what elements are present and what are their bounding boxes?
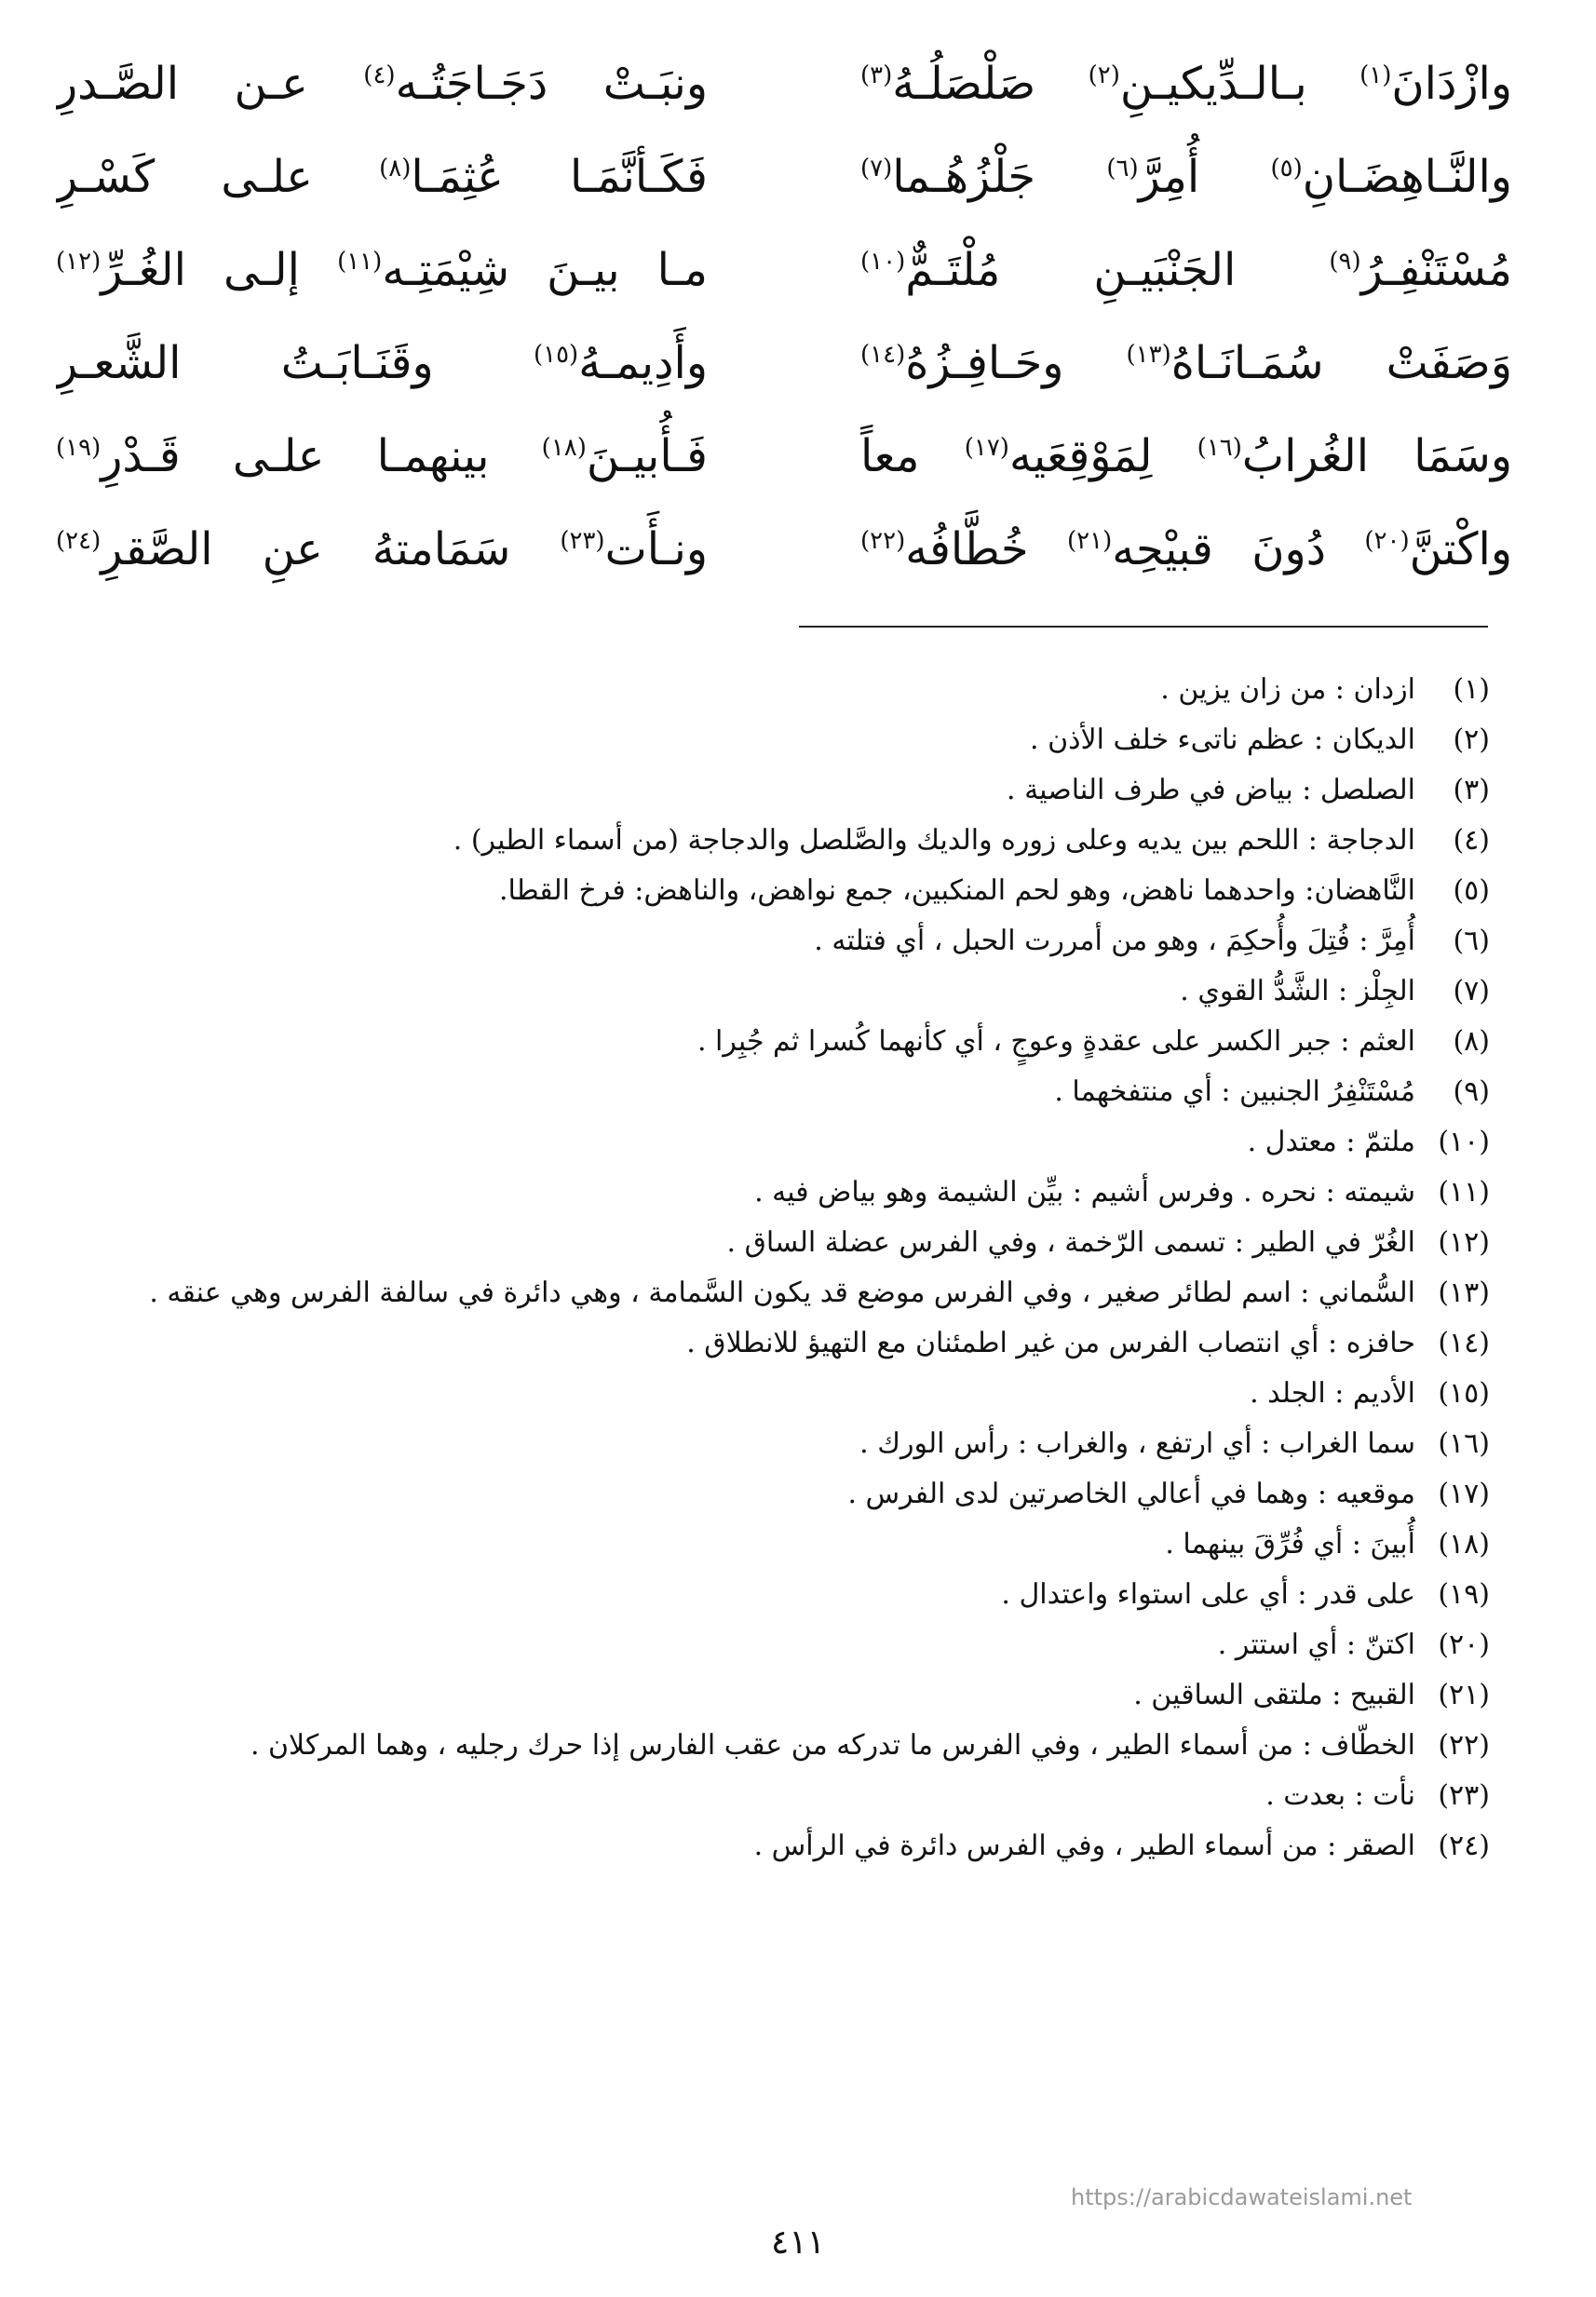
footnote-14: [93, 1318, 1490, 1369]
footnote-ref[interactable]: (١١): [337, 248, 383, 276]
footnote-7: [93, 966, 1490, 1017]
hemistich-left: [56, 130, 708, 223]
footnote-text: ملتمّ : معتدل .: [1247, 1126, 1415, 1158]
footnote-number: (٢٣): [1438, 1779, 1490, 1812]
footnote-ref[interactable]: (٢٠): [1364, 527, 1410, 555]
footnote-text: أُبينَ : أي فُرِّقَ بينهما .: [1165, 1528, 1415, 1561]
word: معاً: [860, 430, 965, 482]
footnote-1: [93, 665, 1490, 715]
footnote-number: (١٨): [1438, 1528, 1490, 1561]
footnote-23: [93, 1771, 1490, 1821]
word: مُسْتَنْفِـرُ: [1360, 244, 1512, 296]
word: جَلْزُهُـما: [892, 151, 1107, 203]
verse-5: [56, 410, 1512, 503]
footnote-9: [93, 1067, 1490, 1117]
footnote-ref[interactable]: (١٧): [964, 434, 1009, 462]
footnote-number: (٢): [1453, 723, 1490, 756]
word: وازْدَانَ: [1391, 58, 1512, 110]
footnote-ref[interactable]: (٩): [1329, 248, 1361, 276]
word: سَمَامتهُ عنِ الصَّقرِ: [101, 523, 561, 575]
footnote-10: [93, 1117, 1490, 1168]
page-number: ٤١١: [770, 2223, 825, 2262]
hemistich-right: [860, 130, 1512, 223]
word: وسَمَا الغُرابُ: [1241, 430, 1512, 482]
word: صَلْصَلُـهُ: [892, 58, 1089, 110]
footnote-text: نأت : بعدت .: [1265, 1779, 1415, 1812]
footnote-ref[interactable]: (٥): [1270, 155, 1303, 182]
hemistich-right: [860, 410, 1512, 503]
footnote-number: (٩): [1453, 1075, 1490, 1108]
word: فَـأُبيـنَ: [586, 430, 708, 482]
footnote-21: [93, 1670, 1490, 1721]
footnote-number: (٢١): [1438, 1679, 1490, 1711]
footnote-number: (٢٢): [1438, 1729, 1490, 1762]
footnote-number: (٦): [1453, 925, 1490, 957]
word: بينهمـا علـى قَـدْرِ: [101, 430, 542, 482]
footnote-19: [93, 1570, 1490, 1620]
hemistich-right: [860, 37, 1512, 130]
verse-2: [56, 130, 1512, 223]
footnote-text: القبيح : ملتقى الساقين .: [1133, 1679, 1415, 1711]
word: أُمِرَّ: [1138, 151, 1271, 203]
footnote-4: [93, 816, 1490, 866]
footnote-text: الدجاجة : اللحم بين يديه وعلى زوره والديك والصَّلصل والدجاجة (من أسماء الطير) .: [453, 824, 1415, 857]
footnote-ref[interactable]: (٢٤): [56, 527, 101, 555]
footnote-ref[interactable]: (١٠): [860, 248, 906, 276]
footnote-ref[interactable]: (٨): [379, 155, 412, 182]
hemistich-left: [56, 317, 708, 410]
footnote-6: [93, 916, 1490, 966]
footnote-number: (٨): [1453, 1025, 1490, 1058]
footnote-number: (١٦): [1438, 1427, 1490, 1460]
hemistich-right: [860, 223, 1512, 317]
footnote-text: مُسْتَنْفِرُ الجنبين : أي منتفخهما .: [1054, 1075, 1415, 1108]
footnote-2: [93, 715, 1490, 765]
footnote-text: ازدان : من زان يزين .: [1160, 673, 1415, 706]
footnote-number: (٥): [1453, 874, 1490, 907]
footnote-16: [93, 1419, 1490, 1469]
footnote-ref[interactable]: (١٨): [541, 434, 587, 462]
footnote-17: [93, 1469, 1490, 1520]
footnote-ref[interactable]: (١٤): [860, 341, 906, 369]
footnote-8: [93, 1017, 1490, 1067]
hemistich-left: [56, 223, 708, 317]
footnote-text: سما الغراب : أي ارتفع ، والغراب : رأس الورك .: [859, 1427, 1415, 1460]
hemistich-right: [860, 503, 1512, 596]
hemistich-left: [56, 410, 708, 503]
word: ونبَـتْ دَجَـاجَتُـه: [395, 58, 708, 110]
footnote-text: السُّماني : اسم لطائر صغير ، وفي الفرس موضع قد يكون السَّمامة ، وهي دائرة في سالفة الفرس وهي عنقه .: [149, 1277, 1415, 1309]
word: وَصَفَتْ سُمَـانَـاهُ: [1170, 337, 1512, 389]
footnote-number: (٧): [1453, 975, 1490, 1007]
footnote-separator: [799, 626, 1488, 628]
footnote-ref[interactable]: (٤): [363, 61, 396, 89]
footnote-text: على قدر : أي على استواء واعتدال .: [1001, 1578, 1415, 1611]
footnote-24: [93, 1821, 1490, 1871]
footnote-number: (١٣): [1438, 1277, 1490, 1309]
footnote-text: الغُرّ في الطير : تسمى الرّخمة ، وفي الفرس عضلة الساق .: [726, 1226, 1415, 1259]
footnote-number: (١٩): [1438, 1578, 1490, 1611]
word: فَكَـأنَّمَـا عُثِمَـا: [411, 151, 708, 203]
word: علـى كَسْـرِ: [56, 151, 380, 203]
footnote-number: (١٧): [1438, 1478, 1490, 1510]
footnote-5: [93, 866, 1490, 916]
footnote-text: الصقر : من أسماء الطير ، وفي الفرس دائرة في الرأس .: [753, 1830, 1415, 1862]
footnote-13: [93, 1268, 1490, 1318]
word: وقَنَـابَـتُ الشَّعـرِ: [56, 337, 534, 389]
footnote-20: [93, 1620, 1490, 1670]
footnote-15: [93, 1369, 1490, 1419]
footnote-text: الخطّاف : من أسماء الطير ، وفي الفرس ما تدركه من عقب الفارس إذا حرك رجليه ، وهما المركلان .: [250, 1729, 1415, 1762]
verse-4: [56, 317, 1512, 410]
verse-6: [56, 503, 1512, 596]
word: بـالـدِّيكيـنِ: [1119, 58, 1360, 110]
footnote-22: [93, 1721, 1490, 1771]
poem: [56, 37, 1512, 596]
footnote-text: موقعيه : وهما في أعالي الخاصرتين لدى الفرس .: [847, 1478, 1415, 1510]
footnote-number: (١٤): [1438, 1327, 1490, 1359]
footnote-ref[interactable]: (١٩): [56, 434, 101, 462]
footnote-text: العثم : جبر الكسر على عقدةٍ وعوجٍ ، أي كأنهما كُسرا ثم جُبِرا .: [697, 1025, 1415, 1058]
word: دُونَ قبيْحِه: [1112, 523, 1365, 575]
word: مـا بيـنَ شِيْمَتِـه: [382, 244, 708, 296]
footnote-ref[interactable]: (٦): [1106, 155, 1139, 182]
footnote-number: (٢٠): [1438, 1628, 1490, 1661]
footnote-ref[interactable]: (٢٢): [860, 527, 906, 555]
footnote-3: [93, 765, 1490, 816]
footnote-ref[interactable]: (١): [1359, 61, 1392, 89]
footnote-text: شيمته : نحره . وفرس أشيم : بيِّن الشيمة وهو بياض فيه .: [754, 1176, 1415, 1209]
word: وحَـافِـزُهُ: [905, 337, 1127, 389]
footnote-ref[interactable]: (١٢): [56, 248, 101, 276]
verse-1: [56, 37, 1512, 130]
footnote-18: [93, 1520, 1490, 1570]
word: واكْتنَّ: [1409, 523, 1512, 575]
word: ونـأَت: [604, 523, 708, 575]
footnote-12: [93, 1218, 1490, 1268]
hemistich-right: [860, 317, 1512, 410]
footnotes: [93, 665, 1490, 1871]
footnote-text: أُمِرَّ : فُتِلَ وأُحكِمَ ، وهو من أمررت الحبل ، أي فتلته .: [814, 925, 1415, 957]
footnote-text: الصلصل : بياض في طرف الناصية .: [1007, 774, 1415, 806]
footnote-number: (٤): [1453, 824, 1490, 857]
watermark-url: https://arabicdawateislami.net: [1071, 2184, 1413, 2210]
hemistich-left: [56, 503, 708, 596]
word: خُطَّافُه: [905, 523, 1067, 575]
footnote-text: النَّاهضان: واحدهما ناهض، وهو لحم المنكبين، جمع نواهض، والناهض: فرخ القطا.: [499, 874, 1415, 907]
footnote-number: (١٠): [1438, 1126, 1490, 1158]
footnote-number: (١٥): [1438, 1377, 1490, 1410]
footnote-number: (١): [1453, 673, 1490, 706]
footnote-text: اكتنّ : أي استتر .: [1217, 1628, 1415, 1661]
footnote-ref[interactable]: (١٦): [1197, 434, 1242, 462]
footnote-text: الجِلْز : الشَّدُّ القوي .: [1180, 975, 1415, 1007]
footnote-text: الديكان : عظم ناتىء خلف الأذن .: [1030, 723, 1415, 756]
word: وأَدِيمـهُ: [578, 337, 708, 389]
footnote-ref[interactable]: (٢): [1088, 61, 1120, 89]
footnote-ref[interactable]: (٧): [860, 155, 893, 182]
footnote-ref[interactable]: (٣): [860, 61, 893, 89]
hemistich-left: [56, 37, 708, 130]
footnote-11: [93, 1168, 1490, 1218]
word: الجَنْبَيـنِ مُلْتَـمٌّ: [905, 244, 1330, 296]
footnote-number: (١١): [1438, 1176, 1490, 1209]
footnote-number: (١٢): [1438, 1226, 1490, 1259]
footnote-ref[interactable]: (١٣): [1126, 341, 1171, 369]
footnote-number: (٣): [1453, 774, 1490, 806]
word: لِمَوْقِعَيه: [1008, 430, 1197, 482]
footnote-number: (٢٤): [1438, 1830, 1490, 1862]
word: والنَّـاهِضَـانِ: [1302, 151, 1512, 203]
verse-3: [56, 223, 1512, 317]
footnote-ref[interactable]: (١٥): [533, 341, 579, 369]
footnote-ref[interactable]: (٢٣): [560, 527, 605, 555]
footnote-text: حافزه : أي انتصاب الفرس من غير اطمئنان مع التهيؤ للانطلاق .: [686, 1327, 1415, 1359]
footnote-ref[interactable]: (٢١): [1066, 527, 1113, 555]
word: عـن الصَّـدرِ: [56, 58, 364, 110]
footnote-text: الأديم : الجلد .: [1250, 1377, 1415, 1410]
word: إلـى الغُـرِّ: [101, 244, 338, 296]
